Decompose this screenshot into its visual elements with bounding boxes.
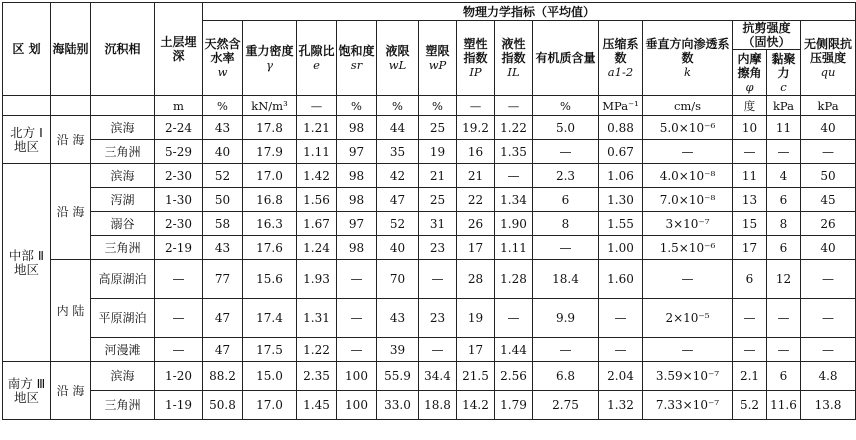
- value-cell: 44: [377, 116, 419, 140]
- value-cell: 52: [203, 164, 243, 188]
- value-cell: —: [337, 299, 377, 338]
- value-cell: —: [155, 299, 203, 338]
- value-cell: 1.44: [495, 338, 533, 362]
- value-cell: 26: [801, 212, 856, 236]
- value-cell: 42: [377, 164, 419, 188]
- value-cell: 6: [533, 188, 599, 212]
- facies-cell: 三角洲: [91, 140, 155, 164]
- header-liquidity-index: 液性指数 IL: [495, 21, 533, 96]
- table-row: [3, 116, 856, 140]
- value-cell: 17.6: [243, 236, 297, 260]
- value-cell: 1.24: [297, 236, 337, 260]
- value-cell: 1.11: [495, 236, 533, 260]
- value-cell: —: [801, 299, 856, 338]
- value-cell: 2.35: [297, 362, 337, 391]
- table-row: [3, 188, 856, 212]
- value-cell: 50.8: [203, 391, 243, 420]
- value-cell: 11: [733, 164, 767, 188]
- value-cell: —: [533, 236, 599, 260]
- value-cell: 2-24: [155, 116, 203, 140]
- value-cell: 1.22: [495, 116, 533, 140]
- value-cell: 16.3: [243, 212, 297, 236]
- value-cell: 0.67: [599, 140, 643, 164]
- region-cell: 中部 Ⅱ 地区: [3, 164, 51, 362]
- unit-cell: %: [419, 96, 457, 116]
- value-cell: 18.8: [419, 391, 457, 420]
- value-cell: 34.4: [419, 362, 457, 391]
- value-cell: 2-30: [155, 212, 203, 236]
- unit-cell: %: [377, 96, 419, 116]
- value-cell: 6: [733, 260, 767, 299]
- value-cell: —: [733, 299, 767, 338]
- facies-cell: 高原湖泊: [91, 260, 155, 299]
- value-cell: 23: [419, 299, 457, 338]
- header-organic: 有机质含量: [533, 21, 599, 96]
- value-cell: 1.31: [297, 299, 337, 338]
- value-cell: 1.30: [599, 188, 643, 212]
- value-cell: 15: [733, 212, 767, 236]
- header-facies: 沉积相: [91, 3, 155, 96]
- value-cell: 17.5: [243, 338, 297, 362]
- unit-cell: %: [203, 96, 243, 116]
- value-cell: 1.32: [599, 391, 643, 420]
- value-cell: 14.2: [457, 391, 495, 420]
- value-cell: 1.11: [297, 140, 337, 164]
- units-blank: [3, 96, 51, 116]
- table-row: [3, 164, 856, 188]
- table-row: [3, 236, 856, 260]
- value-cell: —: [643, 260, 733, 299]
- value-cell: 10: [733, 116, 767, 140]
- unit-cell: MPa⁻¹: [599, 96, 643, 116]
- header-saturation: 饱和度 sr: [337, 21, 377, 96]
- value-cell: —: [801, 260, 856, 299]
- value-cell: 98: [337, 188, 377, 212]
- value-cell: 2.75: [533, 391, 599, 420]
- unit-cell: —: [457, 96, 495, 116]
- value-cell: 2-30: [155, 164, 203, 188]
- value-cell: 50: [203, 188, 243, 212]
- value-cell: 26: [457, 212, 495, 236]
- value-cell: 18.4: [533, 260, 599, 299]
- table-body: [3, 116, 856, 420]
- value-cell: —: [643, 338, 733, 362]
- region-cell: 南方 Ⅲ 地区: [3, 362, 51, 420]
- value-cell: 100: [337, 391, 377, 420]
- unit-cell: m: [155, 96, 203, 116]
- value-cell: 47: [203, 299, 243, 338]
- value-cell: 7.0×10⁻⁸: [643, 188, 733, 212]
- table-row: [3, 391, 856, 420]
- value-cell: 1.35: [495, 140, 533, 164]
- value-cell: 2.3: [533, 164, 599, 188]
- value-cell: 21.5: [457, 362, 495, 391]
- value-cell: 4.8: [801, 362, 856, 391]
- value-cell: 2.1: [733, 362, 767, 391]
- value-cell: 6: [767, 362, 801, 391]
- value-cell: 1-30: [155, 188, 203, 212]
- value-cell: 17.9: [243, 140, 297, 164]
- value-cell: 1.90: [495, 212, 533, 236]
- value-cell: 28: [457, 260, 495, 299]
- value-cell: 35: [377, 140, 419, 164]
- value-cell: 15.6: [243, 260, 297, 299]
- value-cell: 1.5×10⁻⁶: [643, 236, 733, 260]
- value-cell: 1-20: [155, 362, 203, 391]
- header-compress: 压缩系数 a1-2: [599, 21, 643, 96]
- value-cell: —: [767, 140, 801, 164]
- value-cell: 12: [767, 260, 801, 299]
- value-cell: 43: [203, 116, 243, 140]
- value-cell: 77: [203, 260, 243, 299]
- value-cell: 58: [203, 212, 243, 236]
- value-cell: 1.28: [495, 260, 533, 299]
- value-cell: 13: [733, 188, 767, 212]
- value-cell: 1.34: [495, 188, 533, 212]
- value-cell: 3×10⁻⁷: [643, 212, 733, 236]
- value-cell: 17: [733, 236, 767, 260]
- header-void: 孔隙比 e: [297, 21, 337, 96]
- value-cell: 1.21: [297, 116, 337, 140]
- value-cell: 8: [767, 212, 801, 236]
- facies-cell: 三角洲: [91, 236, 155, 260]
- value-cell: 19.2: [457, 116, 495, 140]
- value-cell: 1.00: [599, 236, 643, 260]
- units-blank: [91, 96, 155, 116]
- value-cell: —: [767, 299, 801, 338]
- unit-cell: kPa: [801, 96, 856, 116]
- table-row: [3, 260, 856, 299]
- value-cell: 98: [337, 164, 377, 188]
- value-cell: 6.8: [533, 362, 599, 391]
- value-cell: 55.9: [377, 362, 419, 391]
- value-cell: 21: [457, 164, 495, 188]
- facies-cell: 滨海: [91, 362, 155, 391]
- value-cell: 40: [801, 116, 856, 140]
- header-shear: 抗剪强度（固快）: [733, 21, 801, 50]
- header-sea-land: 海陆别: [51, 3, 91, 96]
- value-cell: 1.60: [599, 260, 643, 299]
- value-cell: 5.2: [733, 391, 767, 420]
- value-cell: 19: [419, 140, 457, 164]
- value-cell: 1.56: [297, 188, 337, 212]
- value-cell: 3.59×10⁻⁷: [643, 362, 733, 391]
- unit-cell: —: [495, 96, 533, 116]
- value-cell: 23: [419, 236, 457, 260]
- value-cell: 19: [457, 299, 495, 338]
- value-cell: 0.88: [599, 116, 643, 140]
- value-cell: —: [801, 140, 856, 164]
- value-cell: 17.0: [243, 164, 297, 188]
- soil-property-table-container: [2, 2, 854, 420]
- unit-cell: %: [337, 96, 377, 116]
- value-cell: 1-19: [155, 391, 203, 420]
- unit-cell: cm/s: [643, 96, 733, 116]
- value-cell: 2.56: [495, 362, 533, 391]
- sea-land-cell: 沿 海: [51, 116, 91, 164]
- facies-cell: 滨海: [91, 116, 155, 140]
- value-cell: 33.0: [377, 391, 419, 420]
- facies-cell: 平原湖泊: [91, 299, 155, 338]
- value-cell: —: [767, 338, 801, 362]
- value-cell: 2.04: [599, 362, 643, 391]
- value-cell: 1.22: [297, 338, 337, 362]
- value-cell: 7.33×10⁻⁷: [643, 391, 733, 420]
- table-row: [3, 362, 856, 391]
- value-cell: —: [495, 164, 533, 188]
- header-perm: 垂直方向渗透系数 k: [643, 21, 733, 96]
- value-cell: —: [733, 140, 767, 164]
- soil-property-table: [2, 2, 856, 420]
- value-cell: —: [643, 140, 733, 164]
- value-cell: 1.93: [297, 260, 337, 299]
- facies-cell: 滨海: [91, 164, 155, 188]
- value-cell: 4.0×10⁻⁸: [643, 164, 733, 188]
- sea-land-cell: 沿 海: [51, 164, 91, 260]
- header-density: 重力密度 γ: [243, 21, 297, 96]
- header-plastic-limit: 塑限 wP: [419, 21, 457, 96]
- value-cell: 1.42: [297, 164, 337, 188]
- value-cell: 4: [767, 164, 801, 188]
- value-cell: —: [495, 299, 533, 338]
- value-cell: 50: [801, 164, 856, 188]
- unit-cell: 度: [733, 96, 767, 116]
- value-cell: 16.8: [243, 188, 297, 212]
- value-cell: 52: [377, 212, 419, 236]
- value-cell: 1.79: [495, 391, 533, 420]
- table-row: [3, 212, 856, 236]
- header-region: 区 划: [3, 3, 51, 96]
- table-row: [3, 299, 856, 338]
- value-cell: 2×10⁻⁵: [643, 299, 733, 338]
- value-cell: 13.8: [801, 391, 856, 420]
- value-cell: 17: [457, 338, 495, 362]
- value-cell: 17: [457, 236, 495, 260]
- value-cell: 6: [767, 236, 801, 260]
- value-cell: 98: [337, 236, 377, 260]
- value-cell: 43: [203, 236, 243, 260]
- value-cell: 25: [419, 188, 457, 212]
- value-cell: 22: [457, 188, 495, 212]
- value-cell: 31: [419, 212, 457, 236]
- units-blank: [51, 96, 91, 116]
- value-cell: 11.6: [767, 391, 801, 420]
- sea-land-cell: 沿 海: [51, 362, 91, 420]
- value-cell: 98: [337, 116, 377, 140]
- value-cell: 21: [419, 164, 457, 188]
- units-row: [3, 96, 856, 116]
- value-cell: —: [337, 338, 377, 362]
- facies-cell: 泻湖: [91, 188, 155, 212]
- value-cell: 45: [801, 188, 856, 212]
- value-cell: —: [533, 140, 599, 164]
- value-cell: 1.55: [599, 212, 643, 236]
- header-water: 天然含水率 w: [203, 21, 243, 96]
- unit-cell: kPa: [767, 96, 801, 116]
- value-cell: 47: [377, 188, 419, 212]
- sea-land-cell: 内 陆: [51, 260, 91, 362]
- value-cell: 1.06: [599, 164, 643, 188]
- value-cell: —: [599, 299, 643, 338]
- table-row: [3, 338, 856, 362]
- value-cell: 1.67: [297, 212, 337, 236]
- value-cell: —: [599, 338, 643, 362]
- value-cell: 16: [457, 140, 495, 164]
- value-cell: 11: [767, 116, 801, 140]
- header-depth: 土层埋深: [155, 3, 203, 96]
- value-cell: —: [533, 338, 599, 362]
- value-cell: 43: [377, 299, 419, 338]
- value-cell: 25: [419, 116, 457, 140]
- value-cell: 40: [377, 236, 419, 260]
- value-cell: 47: [203, 338, 243, 362]
- table-row: [3, 140, 856, 164]
- value-cell: 17.0: [243, 391, 297, 420]
- unit-cell: %: [533, 96, 599, 116]
- value-cell: —: [337, 260, 377, 299]
- value-cell: 39: [377, 338, 419, 362]
- header-ucs: 无侧限抗压强度 qu: [801, 21, 856, 96]
- value-cell: 15.0: [243, 362, 297, 391]
- value-cell: 17.8: [243, 116, 297, 140]
- value-cell: 97: [337, 212, 377, 236]
- value-cell: 17.4: [243, 299, 297, 338]
- header-plasticity-index: 塑性指数 IP: [457, 21, 495, 96]
- header-liquid-limit: 液限 wL: [377, 21, 419, 96]
- value-cell: 40: [203, 140, 243, 164]
- unit-cell: —: [297, 96, 337, 116]
- value-cell: 9.9: [533, 299, 599, 338]
- value-cell: —: [801, 338, 856, 362]
- value-cell: —: [419, 260, 457, 299]
- facies-cell: 三角洲: [91, 391, 155, 420]
- header-group-title: 物理力学指标（平均值）: [203, 3, 856, 21]
- value-cell: 5-29: [155, 140, 203, 164]
- value-cell: —: [155, 338, 203, 362]
- value-cell: 40: [801, 236, 856, 260]
- value-cell: 97: [337, 140, 377, 164]
- unit-cell: kN/m³: [243, 96, 297, 116]
- value-cell: 5.0×10⁻⁶: [643, 116, 733, 140]
- value-cell: 6: [767, 188, 801, 212]
- header-cohesion: 黏聚力 c: [767, 50, 801, 96]
- value-cell: —: [155, 260, 203, 299]
- value-cell: 8: [533, 212, 599, 236]
- value-cell: 100: [337, 362, 377, 391]
- facies-cell: 河漫滩: [91, 338, 155, 362]
- value-cell: —: [733, 338, 767, 362]
- value-cell: 88.2: [203, 362, 243, 391]
- region-cell: 北方 Ⅰ 地区: [3, 116, 51, 164]
- header-friction: 内摩擦角 φ: [733, 50, 767, 96]
- value-cell: 70: [377, 260, 419, 299]
- value-cell: —: [419, 338, 457, 362]
- value-cell: 2-19: [155, 236, 203, 260]
- facies-cell: 溺谷: [91, 212, 155, 236]
- value-cell: 1.45: [297, 391, 337, 420]
- value-cell: 5.0: [533, 116, 599, 140]
